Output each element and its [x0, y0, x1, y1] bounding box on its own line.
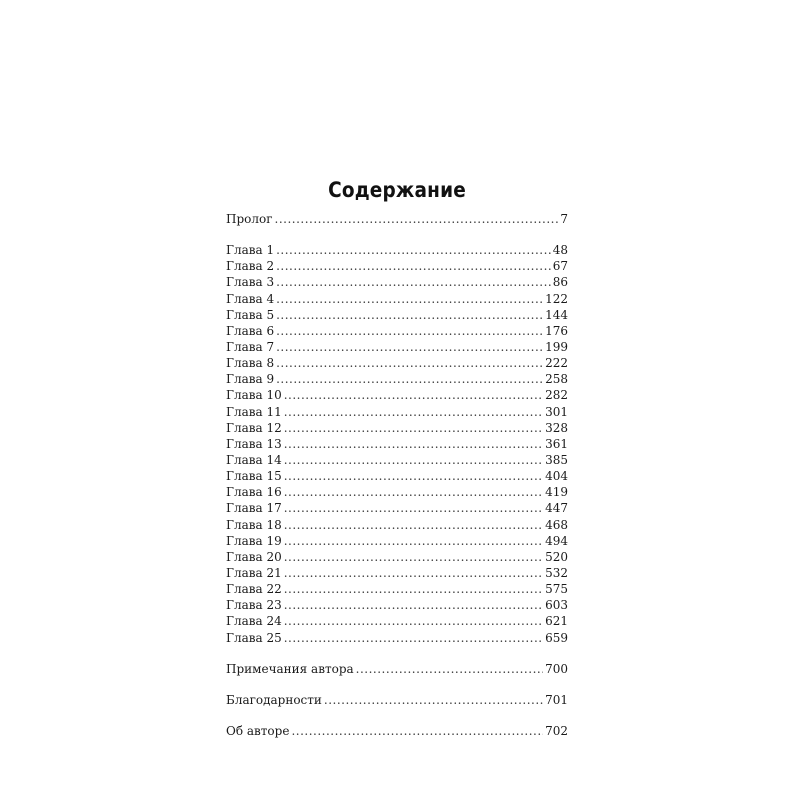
toc-entry-chapter [226, 355, 568, 371]
toc-entry-label: Примечания автора [226, 661, 354, 676]
dot-leader [276, 258, 551, 274]
toc-entry-chapter [226, 339, 568, 355]
dot-leader [284, 500, 543, 516]
toc-entry-chapter [226, 452, 568, 468]
toc-entry-back-matter [226, 661, 568, 677]
back-matter-list [226, 646, 568, 739]
toc-entry-page: 447 [545, 501, 568, 516]
dot-leader [284, 436, 543, 452]
toc-entry-page: 659 [545, 630, 568, 645]
toc-entry-page: 67 [552, 259, 568, 274]
toc-entry-label: Глава 3 [226, 275, 275, 290]
dot-leader [276, 242, 551, 258]
toc-entry-chapter [226, 613, 568, 629]
toc-entry-label: Глава 6 [226, 323, 275, 338]
toc-entry-page: 328 [545, 420, 568, 435]
toc-entry-page: 621 [545, 614, 568, 629]
toc-entry-page: 532 [545, 565, 568, 580]
toc-entry-chapter [226, 484, 568, 500]
toc-entry-label: Глава 16 [226, 485, 282, 500]
toc-entry-chapter [226, 242, 568, 258]
toc-entry-label: Глава 5 [226, 307, 275, 322]
toc-entry-page: 700 [545, 661, 568, 676]
toc-entry-chapter [226, 404, 568, 420]
toc-entry-page: 86 [552, 275, 568, 290]
table-of-contents [226, 178, 568, 739]
toc-entry-page: 575 [545, 582, 568, 597]
dot-leader [284, 549, 543, 565]
dot-leader [284, 597, 543, 613]
toc-entry-page: 48 [552, 243, 568, 258]
toc-entry-label: Глава 20 [226, 549, 282, 564]
toc-entry-label: Глава 12 [226, 420, 282, 435]
dot-leader [284, 613, 543, 629]
toc-entry-chapter [226, 436, 568, 452]
dot-leader [284, 452, 543, 468]
toc-entry-page: 494 [545, 533, 568, 548]
toc-entry-label: Пролог [226, 212, 273, 226]
toc-title: Содержание [328, 178, 466, 202]
toc-entry-page: 144 [545, 307, 568, 322]
dot-leader [284, 468, 543, 484]
toc-entry-label: Глава 9 [226, 372, 275, 387]
toc-entry-page: 419 [545, 485, 568, 500]
toc-entry-label: Глава 8 [226, 356, 275, 371]
dot-leader [284, 387, 543, 403]
dot-leader [284, 565, 543, 581]
dot-leader [276, 323, 543, 339]
chapter-list [226, 242, 568, 646]
toc-entry-label: Глава 4 [226, 291, 275, 306]
toc-entry-prologue [226, 211, 568, 227]
toc-entry-chapter [226, 517, 568, 533]
toc-entry-chapter [226, 323, 568, 339]
dot-leader [284, 420, 543, 436]
toc-entry-page: 385 [545, 452, 568, 467]
toc-entry-chapter [226, 420, 568, 436]
dot-leader [276, 371, 543, 387]
dot-leader [276, 355, 543, 371]
toc-entry-chapter [226, 500, 568, 516]
toc-entry-label: Глава 7 [226, 339, 275, 354]
toc-entry-page: 282 [545, 388, 568, 403]
toc-entry-page: 603 [545, 598, 568, 613]
toc-entry-label: Глава 14 [226, 452, 282, 467]
toc-entry-chapter [226, 291, 568, 307]
toc-entry-label: Глава 19 [226, 533, 282, 548]
toc-entry-page: 301 [545, 404, 568, 419]
toc-entry-page: 702 [545, 723, 568, 738]
toc-entry-label: Глава 22 [226, 582, 282, 597]
toc-entry-page: 258 [545, 372, 568, 387]
dot-leader [275, 211, 559, 227]
toc-entry-label: Благодарности [226, 692, 322, 707]
toc-entry-back-matter [226, 692, 568, 708]
dot-leader [284, 533, 543, 549]
toc-entry-page: 199 [545, 339, 568, 354]
toc-entry-back-matter [226, 723, 568, 739]
toc-entry-page: 404 [545, 469, 568, 484]
toc-entry-label: Глава 21 [226, 565, 282, 580]
toc-entry-page: 701 [545, 692, 568, 707]
dot-leader [284, 484, 543, 500]
toc-entry-chapter [226, 468, 568, 484]
dot-leader [276, 274, 551, 290]
toc-entry-chapter [226, 371, 568, 387]
dot-leader [284, 581, 543, 597]
toc-entry-label: Глава 2 [226, 259, 275, 274]
dot-leader [276, 307, 543, 323]
toc-entry-page: 468 [545, 517, 568, 532]
toc-entry-page: 520 [545, 549, 568, 564]
dot-leader [276, 291, 543, 307]
toc-entry-label: Глава 23 [226, 598, 282, 613]
dot-leader [284, 404, 543, 420]
dot-leader [324, 692, 543, 708]
toc-entry-label: Глава 18 [226, 517, 282, 532]
toc-entry-label: Глава 17 [226, 501, 282, 516]
toc-entry-label: Глава 13 [226, 436, 282, 451]
toc-entry-label: Глава 15 [226, 469, 282, 484]
toc-entry-chapter [226, 549, 568, 565]
dot-leader [291, 723, 543, 739]
dot-leader [276, 339, 543, 355]
toc-entry-page: 176 [545, 323, 568, 338]
toc-entry-chapter [226, 274, 568, 290]
toc-entry-label: Глава 10 [226, 388, 282, 403]
toc-entry-label: Глава 11 [226, 404, 282, 419]
toc-entry-page: 7 [560, 212, 568, 226]
toc-entry-chapter [226, 597, 568, 613]
dot-leader [284, 517, 543, 533]
toc-entry-chapter [226, 533, 568, 549]
toc-entry-chapter [226, 258, 568, 274]
toc-entry-label: Глава 1 [226, 243, 275, 258]
dot-leader [284, 630, 543, 646]
toc-entry-label: Об авторе [226, 723, 290, 738]
dot-leader [356, 661, 543, 677]
toc-entry-page: 361 [545, 436, 568, 451]
toc-entry-label: Глава 25 [226, 630, 282, 645]
toc-entry-chapter [226, 630, 568, 646]
toc-entry-chapter [226, 581, 568, 597]
toc-entry-chapter [226, 565, 568, 581]
toc-entry-chapter [226, 387, 568, 403]
toc-entry-page: 122 [545, 291, 568, 306]
toc-entry-label: Глава 24 [226, 614, 282, 629]
toc-entry-chapter [226, 307, 568, 323]
toc-entry-page: 222 [545, 356, 568, 371]
